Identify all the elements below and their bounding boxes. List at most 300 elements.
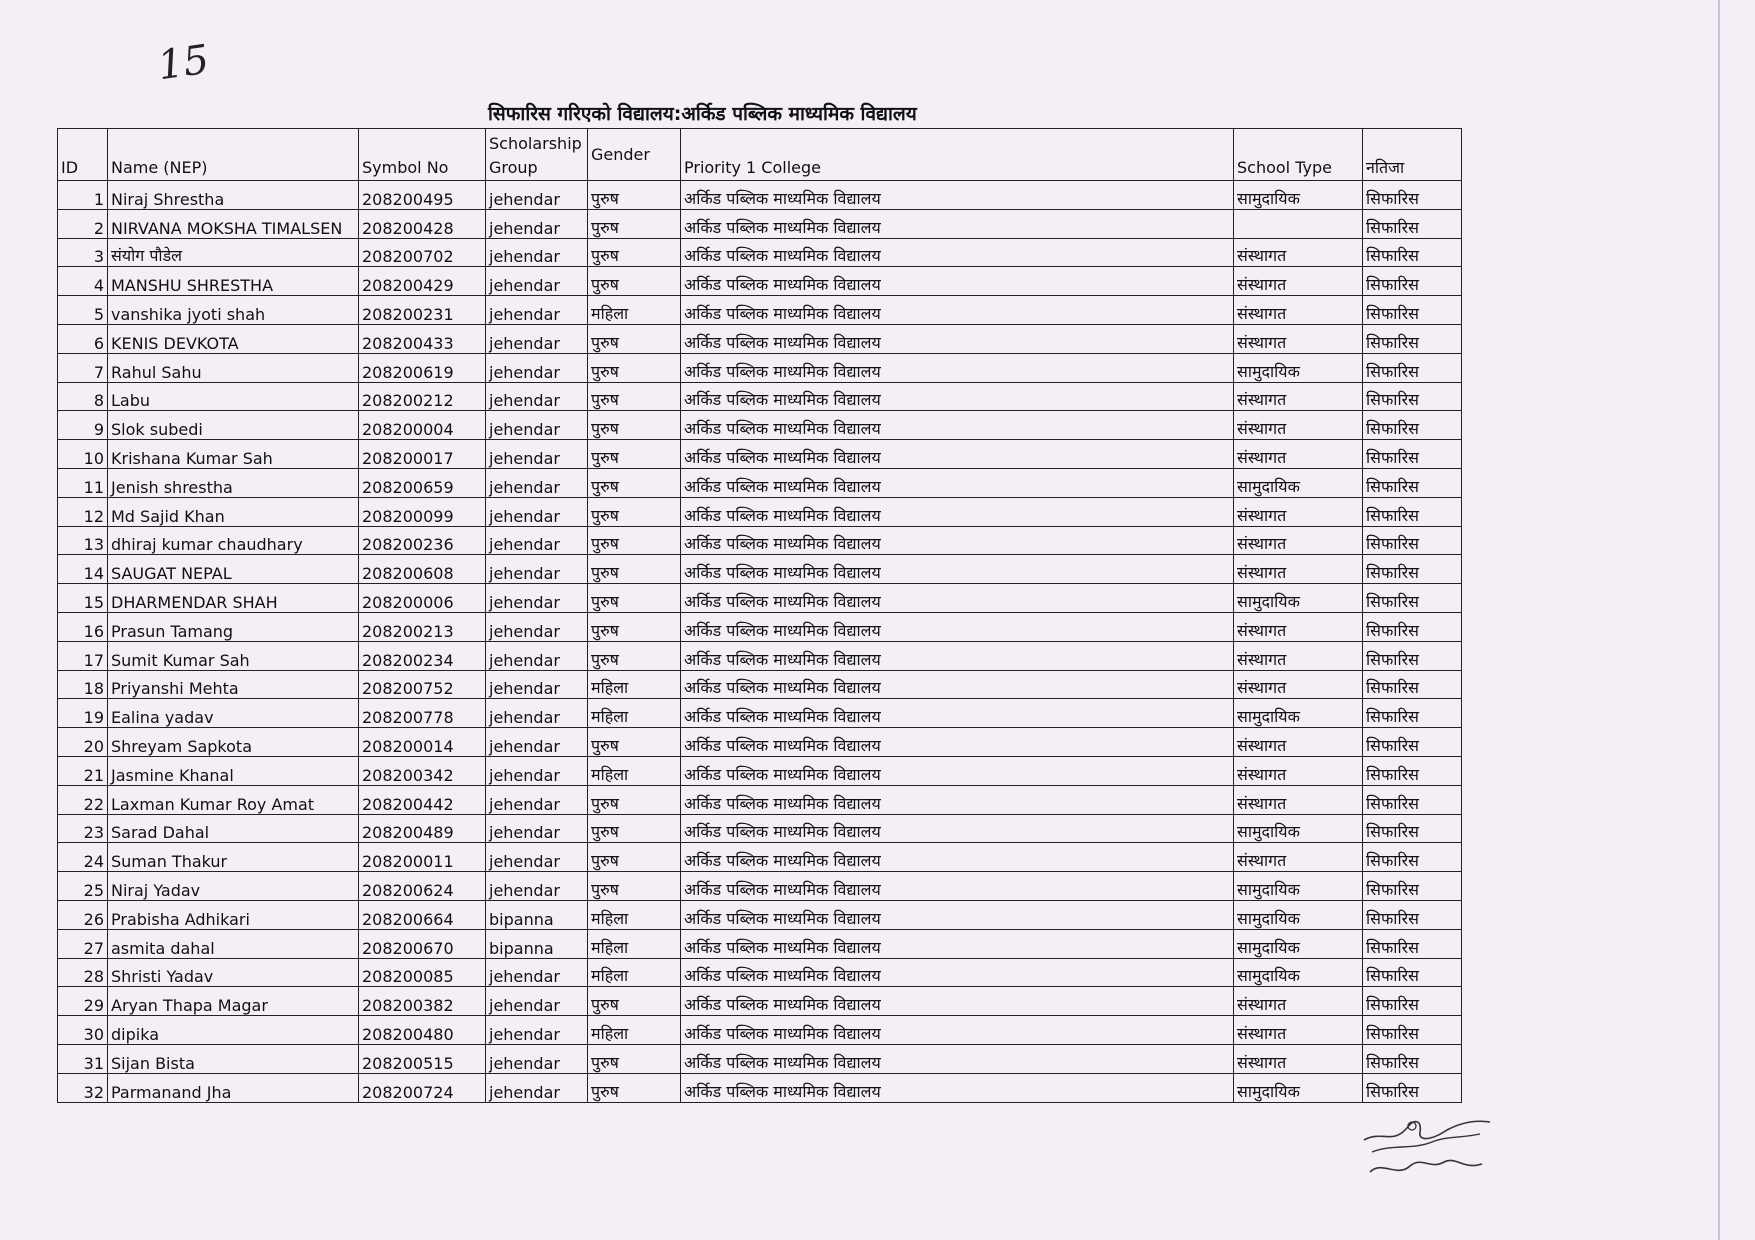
header-id: ID xyxy=(58,129,108,181)
name-cell: Shreyam Sapkota xyxy=(108,728,359,757)
id-cell: 19 xyxy=(58,699,108,728)
result-cell: सिफारिस xyxy=(1363,612,1462,641)
school-type-cell: सामुदायिक xyxy=(1234,1073,1363,1102)
table-row xyxy=(58,382,1462,411)
id-cell: 22 xyxy=(58,785,108,814)
name-cell: Krishana Kumar Sah xyxy=(108,440,359,469)
symbol-no-cell: 208200428 xyxy=(359,209,486,238)
table-row xyxy=(58,353,1462,382)
document-title: सिफारिस गरिएको विद्यालय:अर्किड पब्लिक माध्यमिक विद्यालय xyxy=(488,103,917,125)
header-priority-college: Priority 1 College xyxy=(681,129,1234,181)
gender-cell: पुरुष xyxy=(588,440,681,469)
gender-cell: पुरुष xyxy=(588,641,681,670)
table-row xyxy=(58,843,1462,872)
school-type-cell: संस्थागत xyxy=(1234,1016,1363,1045)
name-cell: Labu xyxy=(108,382,359,411)
table-row xyxy=(58,468,1462,497)
id-cell: 10 xyxy=(58,440,108,469)
priority-college-cell: अर्किड पब्लिक माध्यमिक विद्यालय xyxy=(681,411,1234,440)
priority-college-cell: अर्किड पब्लिक माध्यमिक विद्यालय xyxy=(681,958,1234,987)
symbol-no-cell: 208200619 xyxy=(359,353,486,382)
gender-cell: पुरुष xyxy=(588,785,681,814)
id-cell: 7 xyxy=(58,353,108,382)
header-school-type: School Type xyxy=(1234,129,1363,181)
id-cell: 26 xyxy=(58,900,108,929)
result-cell: सिफारिस xyxy=(1363,555,1462,584)
gender-cell: महिला xyxy=(588,699,681,728)
scholarship-group-cell: jehendar xyxy=(486,641,588,670)
name-cell: vanshika jyoti shah xyxy=(108,296,359,325)
result-cell: सिफारिस xyxy=(1363,728,1462,757)
priority-college-cell: अर्किड पब्लिक माध्यमिक विद्यालय xyxy=(681,209,1234,238)
name-cell: Prabisha Adhikari xyxy=(108,900,359,929)
table-row xyxy=(58,296,1462,325)
id-cell: 23 xyxy=(58,814,108,843)
name-cell: Prasun Tamang xyxy=(108,612,359,641)
result-cell: सिफारिस xyxy=(1363,238,1462,267)
priority-college-cell: अर्किड पब्लिक माध्यमिक विद्यालय xyxy=(681,324,1234,353)
priority-college-cell: अर्किड पब्लिक माध्यमिक विद्यालय xyxy=(681,238,1234,267)
table-row xyxy=(58,929,1462,958)
name-cell: Rahul Sahu xyxy=(108,353,359,382)
gender-cell: पुरुष xyxy=(588,209,681,238)
scholarship-group-cell: jehendar xyxy=(486,814,588,843)
result-cell: सिफारिस xyxy=(1363,353,1462,382)
school-type-cell: संस्थागत xyxy=(1234,843,1363,872)
symbol-no-cell: 208200515 xyxy=(359,1044,486,1073)
priority-college-cell: अर्किड पब्लिक माध्यमिक विद्यालय xyxy=(681,1044,1234,1073)
symbol-no-cell: 208200006 xyxy=(359,584,486,613)
scholarship-group-cell: jehendar xyxy=(486,1016,588,1045)
name-cell: Sarad Dahal xyxy=(108,814,359,843)
symbol-no-cell: 208200624 xyxy=(359,872,486,901)
name-cell: DHARMENDAR SHAH xyxy=(108,584,359,613)
id-cell: 12 xyxy=(58,497,108,526)
table-row xyxy=(58,1016,1462,1045)
school-type-cell: संस्थागत xyxy=(1234,756,1363,785)
table-header-row xyxy=(58,129,1462,181)
table-body xyxy=(58,181,1462,1103)
gender-cell: पुरुष xyxy=(588,468,681,497)
school-type-cell: सामुदायिक xyxy=(1234,872,1363,901)
school-type-cell: सामुदायिक xyxy=(1234,181,1363,210)
id-cell: 24 xyxy=(58,843,108,872)
table-row xyxy=(58,526,1462,555)
id-cell: 5 xyxy=(58,296,108,325)
header-result: नतिजा xyxy=(1363,129,1462,181)
gender-cell: पुरुष xyxy=(588,181,681,210)
scholarship-group-cell: jehendar xyxy=(486,526,588,555)
name-cell: KENIS DEVKOTA xyxy=(108,324,359,353)
header-gender: Gender xyxy=(588,129,681,181)
school-type-cell: संस्थागत xyxy=(1234,641,1363,670)
table-row xyxy=(58,238,1462,267)
priority-college-cell: अर्किड पब्लिक माध्यमिक विद्यालय xyxy=(681,843,1234,872)
id-cell: 2 xyxy=(58,209,108,238)
priority-college-cell: अर्किड पब्लिक माध्यमिक विद्यालय xyxy=(681,929,1234,958)
name-cell: Parmanand Jha xyxy=(108,1073,359,1102)
scholarship-group-cell: jehendar xyxy=(486,872,588,901)
result-cell: सिफारिस xyxy=(1363,670,1462,699)
gender-cell: पुरुष xyxy=(588,267,681,296)
id-cell: 14 xyxy=(58,555,108,584)
symbol-no-cell: 208200011 xyxy=(359,843,486,872)
priority-college-cell: अर्किड पब्लिक माध्यमिक विद्यालय xyxy=(681,440,1234,469)
symbol-no-cell: 208200778 xyxy=(359,699,486,728)
gender-cell: पुरुष xyxy=(588,814,681,843)
gender-cell: महिला xyxy=(588,958,681,987)
gender-cell: पुरुष xyxy=(588,555,681,584)
priority-college-cell: अर्किड पब्लिक माध्यमिक विद्यालय xyxy=(681,699,1234,728)
school-type-cell: सामुदायिक xyxy=(1234,468,1363,497)
table-row xyxy=(58,324,1462,353)
gender-cell: महिला xyxy=(588,296,681,325)
priority-college-cell: अर्किड पब्लिक माध्यमिक विद्यालय xyxy=(681,555,1234,584)
scholarship-group-cell: jehendar xyxy=(486,1044,588,1073)
gender-cell: पुरुष xyxy=(588,1044,681,1073)
priority-college-cell: अर्किड पब्लिक माध्यमिक विद्यालय xyxy=(681,181,1234,210)
symbol-no-cell: 208200442 xyxy=(359,785,486,814)
symbol-no-cell: 208200236 xyxy=(359,526,486,555)
id-cell: 21 xyxy=(58,756,108,785)
scholarship-group-cell: jehendar xyxy=(486,411,588,440)
table-row xyxy=(58,209,1462,238)
header-name: Name (NEP) xyxy=(108,129,359,181)
table-row xyxy=(58,267,1462,296)
result-cell: सिफारिस xyxy=(1363,181,1462,210)
table-row xyxy=(58,440,1462,469)
school-type-cell: सामुदायिक xyxy=(1234,958,1363,987)
priority-college-cell: अर्किड पब्लिक माध्यमिक विद्यालय xyxy=(681,670,1234,699)
id-cell: 25 xyxy=(58,872,108,901)
name-cell: Niraj Yadav xyxy=(108,872,359,901)
table-row xyxy=(58,872,1462,901)
priority-college-cell: अर्किड पब्लिक माध्यमिक विद्यालय xyxy=(681,814,1234,843)
scholarship-group-cell: jehendar xyxy=(486,296,588,325)
symbol-no-cell: 208200234 xyxy=(359,641,486,670)
priority-college-cell: अर्किड पब्लिक माध्यमिक विद्यालय xyxy=(681,785,1234,814)
scholarship-group-cell: jehendar xyxy=(486,987,588,1016)
header-symbol-no: Symbol No xyxy=(359,129,486,181)
result-cell: सिफारिस xyxy=(1363,958,1462,987)
school-type-cell: संस्थागत xyxy=(1234,612,1363,641)
result-cell: सिफारिस xyxy=(1363,900,1462,929)
id-cell: 27 xyxy=(58,929,108,958)
priority-college-cell: अर्किड पब्लिक माध्यमिक विद्यालय xyxy=(681,900,1234,929)
symbol-no-cell: 208200212 xyxy=(359,382,486,411)
school-type-cell: संस्थागत xyxy=(1234,440,1363,469)
symbol-no-cell: 208200342 xyxy=(359,756,486,785)
id-cell: 3 xyxy=(58,238,108,267)
school-type-cell: संस्थागत xyxy=(1234,670,1363,699)
school-type-cell xyxy=(1234,209,1363,238)
symbol-no-cell: 208200429 xyxy=(359,267,486,296)
priority-college-cell: अर्किड पब्लिक माध्यमिक विद्यालय xyxy=(681,728,1234,757)
gender-cell: पुरुष xyxy=(588,872,681,901)
school-type-cell: सामुदायिक xyxy=(1234,929,1363,958)
priority-college-cell: अर्किड पब्लिक माध्यमिक विद्यालय xyxy=(681,612,1234,641)
table-row xyxy=(58,814,1462,843)
table-row xyxy=(58,900,1462,929)
name-cell: SAUGAT NEPAL xyxy=(108,555,359,584)
result-cell: सिफारिस xyxy=(1363,814,1462,843)
id-cell: 16 xyxy=(58,612,108,641)
symbol-no-cell: 208200664 xyxy=(359,900,486,929)
scholarship-group-cell: jehendar xyxy=(486,584,588,613)
symbol-no-cell: 208200017 xyxy=(359,440,486,469)
id-cell: 29 xyxy=(58,987,108,1016)
table-row xyxy=(58,584,1462,613)
priority-college-cell: अर्किड पब्लिक माध्यमिक विद्यालय xyxy=(681,1016,1234,1045)
gender-cell: महिला xyxy=(588,1016,681,1045)
symbol-no-cell: 208200608 xyxy=(359,555,486,584)
school-type-cell: संस्थागत xyxy=(1234,555,1363,584)
id-cell: 15 xyxy=(58,584,108,613)
symbol-no-cell: 208200014 xyxy=(359,728,486,757)
gender-cell: पुरुष xyxy=(588,497,681,526)
result-cell: सिफारिस xyxy=(1363,1044,1462,1073)
result-cell: सिफारिस xyxy=(1363,1016,1462,1045)
symbol-no-cell: 208200231 xyxy=(359,296,486,325)
result-cell: सिफारिस xyxy=(1363,1073,1462,1102)
gender-cell: पुरुष xyxy=(588,843,681,872)
id-cell: 11 xyxy=(58,468,108,497)
result-cell: सिफारिस xyxy=(1363,785,1462,814)
school-type-cell: संस्थागत xyxy=(1234,728,1363,757)
gender-cell: महिला xyxy=(588,900,681,929)
id-cell: 32 xyxy=(58,1073,108,1102)
table-row xyxy=(58,987,1462,1016)
name-cell: Niraj Shrestha xyxy=(108,181,359,210)
id-cell: 18 xyxy=(58,670,108,699)
table-row xyxy=(58,612,1462,641)
id-cell: 9 xyxy=(58,411,108,440)
id-cell: 8 xyxy=(58,382,108,411)
gender-cell: पुरुष xyxy=(588,238,681,267)
result-cell: सिफारिस xyxy=(1363,296,1462,325)
name-cell: MANSHU SHRESTHA xyxy=(108,267,359,296)
scholarship-group-cell: jehendar xyxy=(486,728,588,757)
school-type-cell: संस्थागत xyxy=(1234,497,1363,526)
result-cell: सिफारिस xyxy=(1363,382,1462,411)
result-cell: सिफारिस xyxy=(1363,468,1462,497)
page-edge-line xyxy=(1718,0,1720,1240)
table-row xyxy=(58,1073,1462,1102)
id-cell: 31 xyxy=(58,1044,108,1073)
school-type-cell: सामुदायिक xyxy=(1234,900,1363,929)
name-cell: asmita dahal xyxy=(108,929,359,958)
result-cell: सिफारिस xyxy=(1363,929,1462,958)
priority-college-cell: अर्किड पब्लिक माध्यमिक विद्यालय xyxy=(681,872,1234,901)
result-cell: सिफारिस xyxy=(1363,843,1462,872)
scholarship-group-cell: jehendar xyxy=(486,958,588,987)
scholarship-group-cell: jehendar xyxy=(486,267,588,296)
id-cell: 4 xyxy=(58,267,108,296)
symbol-no-cell: 208200213 xyxy=(359,612,486,641)
name-cell: dipika xyxy=(108,1016,359,1045)
table-row xyxy=(58,497,1462,526)
school-type-cell: संस्थागत xyxy=(1234,238,1363,267)
name-cell: Sijan Bista xyxy=(108,1044,359,1073)
symbol-no-cell: 208200495 xyxy=(359,181,486,210)
name-cell: Priyanshi Mehta xyxy=(108,670,359,699)
symbol-no-cell: 208200085 xyxy=(359,958,486,987)
symbol-no-cell: 208200480 xyxy=(359,1016,486,1045)
scholarship-group-cell: jehendar xyxy=(486,1073,588,1102)
result-cell: सिफारिस xyxy=(1363,584,1462,613)
gender-cell: पुरुष xyxy=(588,584,681,613)
result-cell: सिफारिस xyxy=(1363,411,1462,440)
priority-college-cell: अर्किड पब्लिक माध्यमिक विद्यालय xyxy=(681,497,1234,526)
symbol-no-cell: 208200702 xyxy=(359,238,486,267)
school-type-cell: संस्थागत xyxy=(1234,382,1363,411)
result-cell: सिफारिस xyxy=(1363,324,1462,353)
gender-cell: पुरुष xyxy=(588,728,681,757)
result-cell: सिफारिस xyxy=(1363,641,1462,670)
gender-cell: पुरुष xyxy=(588,526,681,555)
name-cell: Shristi Yadav xyxy=(108,958,359,987)
scholarship-group-cell: jehendar xyxy=(486,785,588,814)
scholarship-group-cell: jehendar xyxy=(486,209,588,238)
priority-college-cell: अर्किड पब्लिक माध्यमिक विद्यालय xyxy=(681,353,1234,382)
school-type-cell: संस्थागत xyxy=(1234,324,1363,353)
result-cell: सिफारिस xyxy=(1363,267,1462,296)
school-type-cell: संस्थागत xyxy=(1234,526,1363,555)
priority-college-cell: अर्किड पब्लिक माध्यमिक विद्यालय xyxy=(681,468,1234,497)
school-type-cell: संस्थागत xyxy=(1234,267,1363,296)
priority-college-cell: अर्किड पब्लिक माध्यमिक विद्यालय xyxy=(681,296,1234,325)
result-cell: सिफारिस xyxy=(1363,497,1462,526)
scholarship-group-cell: bipanna xyxy=(486,929,588,958)
symbol-no-cell: 208200382 xyxy=(359,987,486,1016)
priority-college-cell: अर्किड पब्लिक माध्यमिक विद्यालय xyxy=(681,1073,1234,1102)
gender-cell: पुरुष xyxy=(588,411,681,440)
name-cell: Laxman Kumar Roy Amat xyxy=(108,785,359,814)
gender-cell: पुरुष xyxy=(588,324,681,353)
scholarship-group-cell: jehendar xyxy=(486,238,588,267)
table-row xyxy=(58,728,1462,757)
id-cell: 20 xyxy=(58,728,108,757)
symbol-no-cell: 208200489 xyxy=(359,814,486,843)
handwritten-page-number: 15 xyxy=(155,36,212,90)
scholarship-group-cell: jehendar xyxy=(486,612,588,641)
school-type-cell: संस्थागत xyxy=(1234,987,1363,1016)
gender-cell: महिला xyxy=(588,929,681,958)
table-row xyxy=(58,699,1462,728)
priority-college-cell: अर्किड पब्लिक माध्यमिक विद्यालय xyxy=(681,382,1234,411)
result-cell: सिफारिस xyxy=(1363,699,1462,728)
name-cell: Ealina yadav xyxy=(108,699,359,728)
name-cell: Jasmine Khanal xyxy=(108,756,359,785)
scholarship-group-cell: jehendar xyxy=(486,497,588,526)
result-cell: सिफारिस xyxy=(1363,440,1462,469)
result-cell: सिफारिस xyxy=(1363,872,1462,901)
signature xyxy=(1352,1100,1502,1190)
gender-cell: पुरुष xyxy=(588,353,681,382)
table-row xyxy=(58,958,1462,987)
priority-college-cell: अर्किड पब्लिक माध्यमिक विद्यालय xyxy=(681,756,1234,785)
result-cell: सिफारिस xyxy=(1363,209,1462,238)
scholarship-group-cell: jehendar xyxy=(486,324,588,353)
school-type-cell: सामुदायिक xyxy=(1234,584,1363,613)
header-scholarship-group: Scholarship Group xyxy=(486,129,588,181)
symbol-no-cell: 208200433 xyxy=(359,324,486,353)
id-cell: 17 xyxy=(58,641,108,670)
scholarship-group-cell: jehendar xyxy=(486,468,588,497)
gender-cell: महिला xyxy=(588,670,681,699)
symbol-no-cell: 208200659 xyxy=(359,468,486,497)
recommendation-table xyxy=(57,128,1462,1103)
id-cell: 30 xyxy=(58,1016,108,1045)
school-type-cell: सामुदायिक xyxy=(1234,353,1363,382)
scholarship-group-cell: jehendar xyxy=(486,181,588,210)
name-cell: Md Sajid Khan xyxy=(108,497,359,526)
symbol-no-cell: 208200670 xyxy=(359,929,486,958)
table-row xyxy=(58,555,1462,584)
symbol-no-cell: 208200752 xyxy=(359,670,486,699)
result-cell: सिफारिस xyxy=(1363,526,1462,555)
symbol-no-cell: 208200004 xyxy=(359,411,486,440)
scholarship-group-cell: jehendar xyxy=(486,353,588,382)
scholarship-group-cell: jehendar xyxy=(486,699,588,728)
scholarship-group-cell: jehendar xyxy=(486,843,588,872)
school-type-cell: सामुदायिक xyxy=(1234,699,1363,728)
symbol-no-cell: 208200099 xyxy=(359,497,486,526)
name-cell: dhiraj kumar chaudhary xyxy=(108,526,359,555)
scholarship-group-cell: jehendar xyxy=(486,440,588,469)
table-row xyxy=(58,411,1462,440)
scholarship-group-cell: jehendar xyxy=(486,756,588,785)
id-cell: 13 xyxy=(58,526,108,555)
school-type-cell: संस्थागत xyxy=(1234,411,1363,440)
name-cell: संयोग पौडेल xyxy=(108,238,359,267)
scholarship-group-cell: jehendar xyxy=(486,670,588,699)
gender-cell: पुरुष xyxy=(588,1073,681,1102)
school-type-cell: सामुदायिक xyxy=(1234,814,1363,843)
table-row xyxy=(58,641,1462,670)
priority-college-cell: अर्किड पब्लिक माध्यमिक विद्यालय xyxy=(681,584,1234,613)
school-type-cell: संस्थागत xyxy=(1234,296,1363,325)
school-type-cell: संस्थागत xyxy=(1234,785,1363,814)
gender-cell: पुरुष xyxy=(588,382,681,411)
result-cell: सिफारिस xyxy=(1363,756,1462,785)
priority-college-cell: अर्किड पब्लिक माध्यमिक विद्यालय xyxy=(681,526,1234,555)
result-cell: सिफारिस xyxy=(1363,987,1462,1016)
name-cell: Suman Thakur xyxy=(108,843,359,872)
priority-college-cell: अर्किड पब्लिक माध्यमिक विद्यालय xyxy=(681,267,1234,296)
name-cell: Slok subedi xyxy=(108,411,359,440)
table-row xyxy=(58,785,1462,814)
name-cell: Aryan Thapa Magar xyxy=(108,987,359,1016)
gender-cell: पुरुष xyxy=(588,612,681,641)
name-cell: Jenish shrestha xyxy=(108,468,359,497)
scholarship-group-cell: jehendar xyxy=(486,382,588,411)
priority-college-cell: अर्किड पब्लिक माध्यमिक विद्यालय xyxy=(681,987,1234,1016)
scholarship-group-cell: bipanna xyxy=(486,900,588,929)
name-cell: NIRVANA MOKSHA TIMALSEN xyxy=(108,209,359,238)
school-type-cell: संस्थागत xyxy=(1234,1044,1363,1073)
table-row xyxy=(58,181,1462,210)
name-cell: Sumit Kumar Sah xyxy=(108,641,359,670)
id-cell: 6 xyxy=(58,324,108,353)
priority-college-cell: अर्किड पब्लिक माध्यमिक विद्यालय xyxy=(681,641,1234,670)
scholarship-group-cell: jehendar xyxy=(486,555,588,584)
table-row xyxy=(58,1044,1462,1073)
table-row xyxy=(58,756,1462,785)
table-row xyxy=(58,670,1462,699)
gender-cell: पुरुष xyxy=(588,987,681,1016)
id-cell: 1 xyxy=(58,181,108,210)
